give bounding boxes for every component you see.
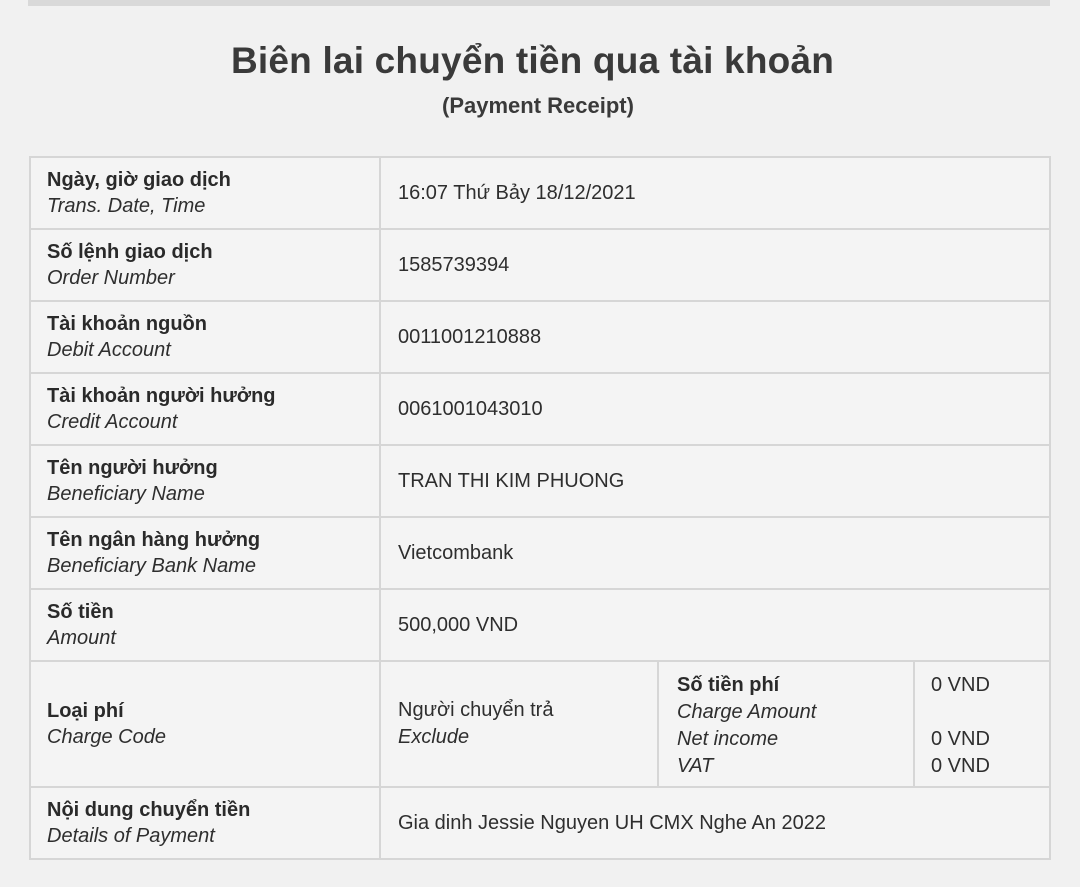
row-beneficiary-bank xyxy=(30,517,1050,589)
label-vi: Tài khoản nguồn xyxy=(47,313,207,335)
receipt-table xyxy=(29,156,1051,860)
label-en: Amount xyxy=(47,627,116,649)
net-income-label: Net income xyxy=(677,728,779,750)
order-number-value: 1585739394 xyxy=(380,229,1050,301)
receipt-title: Biên lai chuyển tiền qua tài khoản xyxy=(230,40,835,81)
label-vi: Tên ngân hàng hưởng xyxy=(47,529,261,551)
beneficiary-bank-value: Vietcombank xyxy=(380,517,1050,589)
vat-value: 0 VND xyxy=(931,755,990,777)
label-en: Trans. Date, Time xyxy=(47,195,206,217)
row-credit-account xyxy=(30,373,1050,445)
fee-label-vi: Số tiền phí xyxy=(677,674,780,696)
label-en: Beneficiary Name xyxy=(47,483,205,505)
fee-spacer xyxy=(931,699,1049,726)
label-en: Credit Account xyxy=(47,411,178,433)
row-details-of-payment xyxy=(30,787,1050,859)
row-charge-code xyxy=(30,661,1050,787)
charge-type-cell xyxy=(380,661,658,787)
label-cell xyxy=(30,373,380,445)
amount-value: 500,000 VND xyxy=(380,589,1050,661)
label-cell xyxy=(30,301,380,373)
row-debit-account xyxy=(30,301,1050,373)
label-en: Order Number xyxy=(47,267,175,289)
label-vi: Ngày, giờ giao dịch xyxy=(47,169,231,191)
label-cell xyxy=(30,661,380,787)
label-vi: Tên người hưởng xyxy=(47,457,218,479)
row-order-number xyxy=(30,229,1050,301)
row-trans-date xyxy=(30,157,1050,229)
label-en: Details of Payment xyxy=(47,825,215,847)
label-en: Charge Code xyxy=(47,726,166,748)
label-vi: Loại phí xyxy=(47,700,124,722)
label-vi: Tài khoản người hưởng xyxy=(47,385,276,407)
details-value: Gia dinh Jessie Nguyen UH CMX Nghe An 2022 xyxy=(380,787,1050,859)
fee-values-cell xyxy=(914,661,1050,787)
charge-type-vi: Người chuyển trả xyxy=(398,699,554,721)
credit-account-value: 0061001043010 xyxy=(380,373,1050,445)
net-income-value: 0 VND xyxy=(931,728,990,750)
fee-label-en: Charge Amount xyxy=(677,701,817,723)
label-cell xyxy=(30,517,380,589)
label-en: Debit Account xyxy=(47,339,171,361)
label-cell xyxy=(30,787,380,859)
vat-label: VAT xyxy=(677,755,714,777)
label-vi: Nội dung chuyển tiền xyxy=(47,799,251,821)
label-cell xyxy=(30,229,380,301)
top-strip xyxy=(28,0,1050,6)
label-cell xyxy=(30,157,380,229)
label-vi: Số lệnh giao dịch xyxy=(47,241,213,263)
label-vi: Số tiền xyxy=(47,601,114,623)
row-amount xyxy=(30,589,1050,661)
debit-account-value: 0011001210888 xyxy=(380,301,1050,373)
label-cell xyxy=(30,589,380,661)
label-en: Beneficiary Bank Name xyxy=(47,555,256,577)
trans-date-value: 16:07 Thứ Bảy 18/12/2021 xyxy=(380,157,1050,229)
fee-value: 0 VND xyxy=(931,674,990,696)
label-cell xyxy=(30,445,380,517)
row-beneficiary-name xyxy=(30,445,1050,517)
charge-type-en: Exclude xyxy=(398,726,470,748)
beneficiary-name-value: TRAN THI KIM PHUONG xyxy=(380,445,1050,517)
fee-labels-cell xyxy=(658,661,914,787)
receipt-subtitle: (Payment Receipt) xyxy=(442,93,634,118)
